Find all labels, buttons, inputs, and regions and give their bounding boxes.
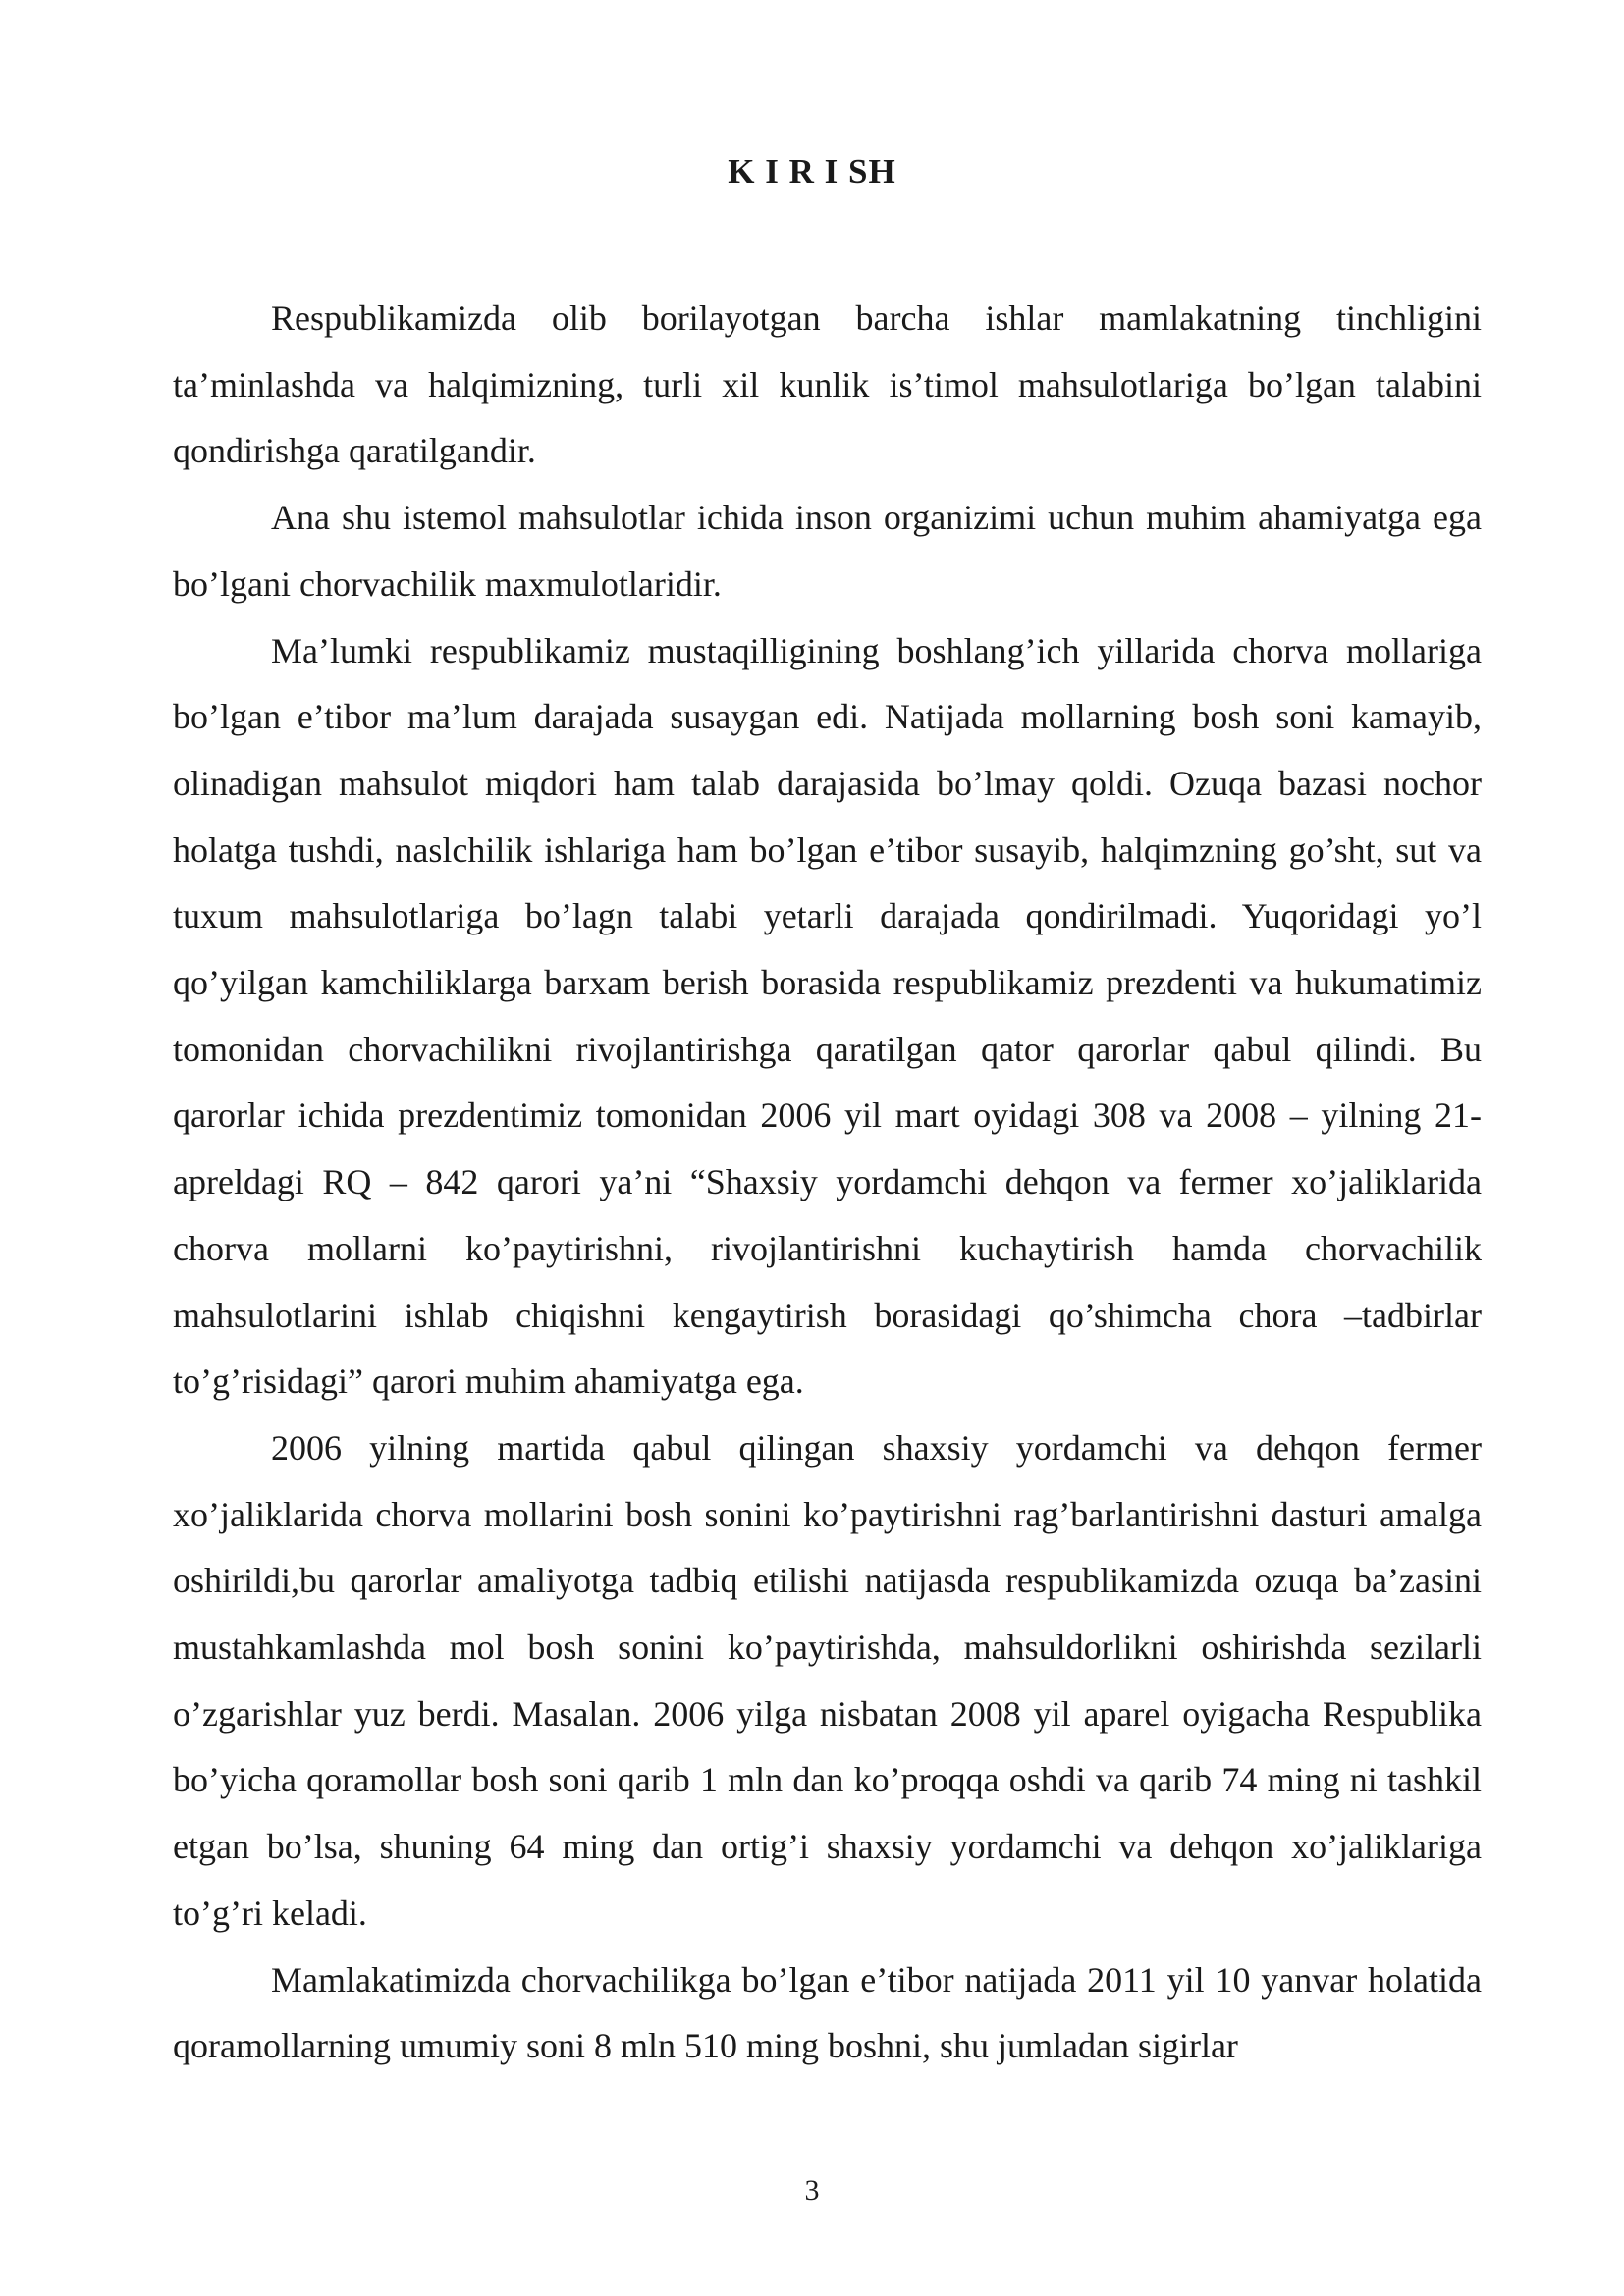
body-text — [173, 286, 1482, 2080]
paragraph-1: Respublikamizda olib borilayotgan barcha ishlar mamlakatning tinchligini ta’minlashda va halqimizning, turli xil kunlik is’timol mahsulotlariga bo’lgan talabini qondirishga qaratilgandir. — [173, 298, 1482, 471]
paragraph-2: Ana shu istemol mahsulotlar ichida inson organizimi uchun muhim ahamiyatga ega bo’lgani chorvachilik maxmulotlaridir. — [173, 498, 1482, 604]
paragraph-5: Mamlakatimizda chorvachilikga bo’lgan e’tibor natijada 2011 yil 10 yanvar holatida qoramollarning umumiy soni 8 mln 510 ming boshni, shu jumladan sigirlar — [173, 1959, 1482, 2066]
page-number: 3 — [804, 2174, 820, 2207]
page-title: K I R I SH — [728, 152, 896, 190]
paragraph-4: 2006 yilning martida qabul qilingan shaxsiy yordamchi va dehqon fermer xo’jaliklarida chorva mollarini bosh sonini ko’paytirishni rag’barlantirishni dasturi amalga oshirildi,bu qarorlar amaliyotga tadbiq etilishi natijasda respublikamizda ozuqa ba’zasini mustahkamlashda mol bosh sonini ko’paytirishda, mahsuldorlikni oshirishda sezilarli o’zgarishlar yuz berdi. Masalan. 2006 yilga nisbatan 2008 yil aparel oyigacha Respublika bo’yicha qoramollar bosh soni qarib 1 mln dan ko’proqqa oshdi va qarib 74 ming ni tashkil etgan bo’lsa, shuning 64 ming dan ortig’i shaxsiy yordamchi va dehqon xo’jaliklariga to’g’ri keladi. — [173, 1427, 1482, 1933]
paragraph-3: Ma’lumki respublikamiz mustaqilligining boshlang’ich yillarida chorva mollariga bo’lgan e’tibor ma’lum darajada susaygan edi. Natijada mollarning bosh soni kamayib, olinadigan mahsulot miqdori ham talab darajasida bo’lmay qoldi. Ozuqa bazasi nochor holatga tushdi, naslchilik ishlariga ham bo’lgan e’tibor susayib, halqimzning go’sht, sut va tuxum mahsulotlariga bo’lagn talabi yetarli darajada qondirilmadi. Yuqoridagi yo’l qo’yilgan kamchiliklarga barxam berish borasida respublikamiz prezdenti va hukumatimiz tomonidan chorvachilikni rivojlantirishga qaratilgan qator qarorlar qabul qilindi. Bu qarorlar ichida prezdentimiz tomonidan 2006 yil mart oyidagi 308 va 2008 – yilning 21-apreldagi RQ – 842 qarori ya’ni “Shaxsiy yordamchi dehqon va fermer xo’jaliklarida chorva mollarni ko’paytirishni, rivojlantirishni kuchaytirish hamda chorvachilik mahsulotlarini ishlab chiqishni kengaytirish borasidagi qo’shimcha chora –tadbirlar to’g’risidagi” qarori muhim ahamiyatga ega. — [173, 630, 1482, 1402]
